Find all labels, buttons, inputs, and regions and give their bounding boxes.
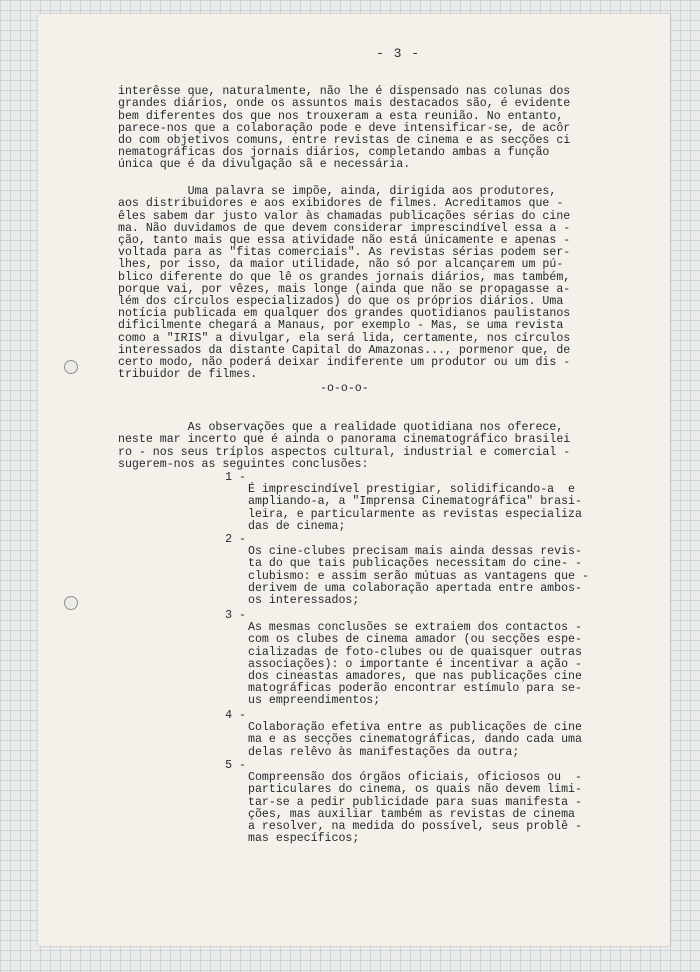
paragraph-1: interêsse que, naturalmente, não lhe é dispensado nas colunas dos grandes diários, onde os assuntos mais destacados são, é evidente bem diferentes dos que nos trouxeram a esta reunião. No entanto, parece-nos que a colaboração pode e deve intensificar-se, de acôr do com objetivos comuns, entre revistas de cinema e as secções ci nematográficas dos jornais diários, completando ambas a função única que é da divulgação sã e necessária. [118, 85, 571, 172]
conclusion-number: 3 - [225, 609, 246, 622]
conclusion-text: É imprescindível prestigiar, solidificando-a e ampliando-a, a "Imprensa Cinematográfica" brasi- leira, e particularmente as revistas especializa das de cinema; [248, 483, 582, 533]
conclusion-number: 2 - [225, 533, 246, 546]
punch-hole-top [64, 360, 78, 374]
page-number: - 3 - [376, 46, 421, 61]
conclusion-text: Colaboração efetiva entre as publicações de cine ma e as secções cinematográficas, dando cada uma delas relêvo às manifestações da outra; [248, 721, 582, 759]
conclusion-number: 1 - [225, 471, 246, 484]
conclusion-text: Os cine-clubes precisam mais ainda dessas revis- ta do que tais publicações necessitam do cine- - clubismo: e assim serão mútuas as vantagens que - derivem de uma colaboração apertada entre ambos- os interessados; [248, 545, 589, 608]
section-divider: -o-o-o- [320, 382, 369, 395]
conclusion-number: 5 - [225, 759, 246, 772]
conclusion-text: Compreensão dos órgãos oficiais, oficiosos ou - particulares do cinema, os quais não devem limi- tar-se a pedir publicidade para suas manifesta - ções, mas auxiliar também as revistas de cinema a resolver, na medida do possível, seus problê - mas específicos; [248, 771, 582, 846]
paragraph-3: As observações que a realidade quotidiana nos oferece, neste mar incerto que é ainda o panorama cinematográfico brasilei ro - nos seus tríplos aspectos cultural, industrial e comercial - sugerem-nos as seguintes conclusões: [118, 421, 571, 471]
conclusion-number: 4 - [225, 709, 246, 722]
paragraph-2: Uma palavra se impõe, ainda, dirigida aos produtores, aos distribuidores e aos exibidores de filmes. Acreditamos que - êles sabem dar justo valor às chamadas publicações sérias do cine ma. Não duvidamos de que devem considerar imprescindível essa a - ção, tanto mais que essa atividade não está únicamente e apenas - voltada para as "fitas comerciais". As revistas sérias podem ser- lhes, por isso, da maior utilidade, não só por alcançarem um pú- blico diferente do que lê os grandes jornais diários, mas também, porque vai, por vêzes, mais longe (ainda que não se propagasse a- lém dos círculos especializados) do que os próprios diários. Uma notícia publicada em qualquer dos grandes quotidianos paulistanos difìcilmente chegará a Manaus, por exemplo - Mas, se uma revista como a "IRIS" a divulgar, ela será lida, certamente, nos círculos interessados da distante Capital do Amazonas..., pormenor que, de certo modo, não poderá deixar indiferente um produtor ou um dis - tribuidor de filmes. [118, 185, 571, 382]
document-page [38, 14, 670, 946]
punch-hole-bottom [64, 596, 78, 610]
conclusion-text: As mesmas conclusões se extraiem dos contactos - com os clubes de cinema amador (ou secções espe- cializadas de foto-clubes ou de quaisquer outras associações): o importante é incentivar a ação - dos cineastas amadores, que nas publicações cine matográficas poderão encontrar estímulo para se- us empreendimentos; [248, 621, 582, 708]
